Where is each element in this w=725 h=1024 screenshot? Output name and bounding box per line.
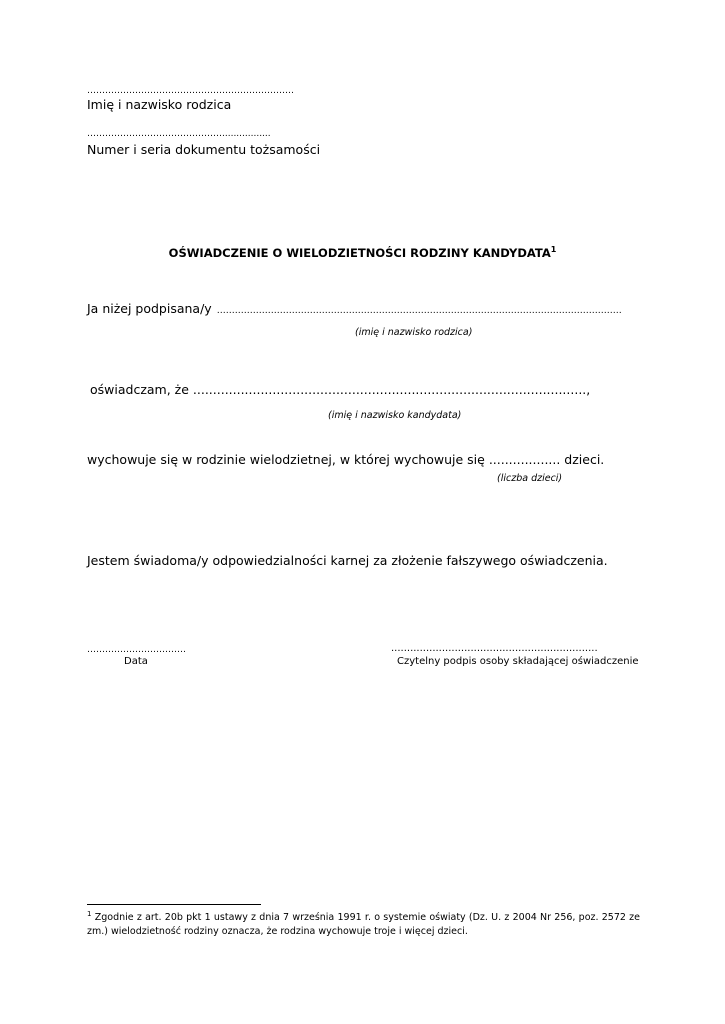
statement-line-1-dots: ……………………………………………………………………………………………………………………… xyxy=(216,306,622,316)
awareness-statement: Jestem świadoma/y odpowiedzialności karnej za złożenie fałszywego oświadczenia. xyxy=(87,553,608,568)
page-title xyxy=(0,246,725,260)
statement-line-2-text: oświadczam, że xyxy=(90,382,189,397)
date-dots: …………………………… xyxy=(87,645,186,655)
footnote-text: Zgodnie z art. 20b pkt 1 ustawy z dnia 7 września 1991 r. o systemie oświaty (Dz. U. z 2004 Nr 256, poz. 2572 ze zm.) wielodzietność rodziny oznacza, że rodzina wychowuje troje i więcej dzieci. xyxy=(87,912,640,937)
statement-line-2 xyxy=(90,382,590,397)
signature-label: Czytelny podpis osoby składającej oświadczenie xyxy=(397,656,639,667)
footnote-separator xyxy=(87,904,261,905)
statement-line-1-text: Ja niżej podpisana/y xyxy=(87,301,212,316)
signature-dots: ................................................................. xyxy=(391,643,598,654)
date-label: Data xyxy=(124,656,148,667)
parent-name-hint: (imię i nazwisko rodzica) xyxy=(355,327,473,338)
candidate-name-hint: (imię i nazwisko kandydata) xyxy=(328,410,462,421)
statement-line-1 xyxy=(87,298,622,317)
parent-name-dots: …………………………………………………………… xyxy=(87,86,294,96)
statement-line-3: wychowuje się w rodzinie wielodzietnej, w której wychowuje się .................. dzieci. xyxy=(87,452,605,467)
document-number-dots: ………………………………………................. xyxy=(87,129,271,139)
title-footnote-mark: 1 xyxy=(550,245,557,255)
page-title-text: OŚWIADCZENIE O WIELODZIETNOŚCI RODZINY KANDYDATA xyxy=(168,246,551,260)
parent-name-label: Imię i nazwisko rodzica xyxy=(87,97,232,112)
children-count-hint: (liczba dzieci) xyxy=(497,473,563,484)
document-number-label: Numer i seria dokumentu tożsamości xyxy=(87,142,321,157)
footnote xyxy=(87,911,640,938)
footnote-mark: 1 xyxy=(87,909,92,918)
statement-line-2-dots: ..................................................................................................., xyxy=(192,382,591,397)
